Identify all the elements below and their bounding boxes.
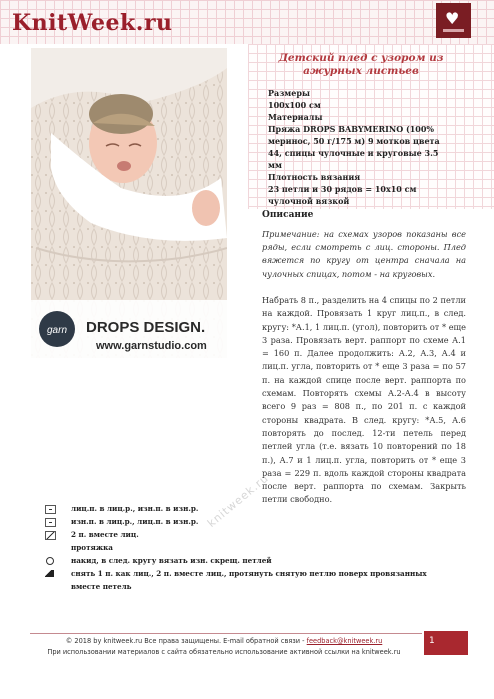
- knit-symbol-icon: [45, 505, 56, 514]
- spec-line: Материалы: [268, 112, 323, 122]
- legend-item: [45, 528, 445, 541]
- garnstudio-url: www.garnstudio.com: [96, 340, 207, 352]
- copyright-text: © 2018 by knitweek.ru Все права защищены. E-mail обратной связи -: [65, 637, 307, 645]
- legend-item: [45, 515, 445, 528]
- legend-text: изн.п. в лиц.р., лиц.п. в изн.р.: [71, 517, 199, 526]
- page-number: 1: [429, 636, 435, 646]
- sk2p-symbol-icon: [45, 570, 54, 577]
- chart-legend: [45, 502, 445, 593]
- legend-text: 2 п. вместе лиц.: [71, 530, 139, 539]
- specs-block: [268, 87, 454, 207]
- spec-line: Плотность вязания: [268, 172, 361, 182]
- article-title: Детский плед с узором из ажурных листьев: [278, 52, 444, 77]
- feedback-email-link[interactable]: feedback@knitweek.ru: [306, 637, 383, 645]
- bar-symbol-icon: [45, 544, 54, 551]
- legend-item: [45, 502, 445, 515]
- spec-line: Пряжа DROPS BABYMERINO (100% меринос, 50 г/175 м) 9 мотков цвета 44, спицы чулочные и круговые 3.5 мм: [268, 124, 443, 170]
- yarn-over-symbol-icon: [45, 557, 54, 564]
- site-logo[interactable]: KnitWeek.ru: [12, 10, 173, 36]
- pattern-instructions: Набрать 8 п., разделить на 4 спицы по 2 петли на каждой. Провязать 1 круг лиц.п., в след. кругу: *А.1, 1 лиц.п. (угол), повторить от * еще 3 раза. Провязать верт. раппорт по схеме А.1 = 160 п. Далее продолжить: А.2, А.3, А.4 и лиц.п. угла, повторить от * еще 3 раза = по 57 п. на каждой спице после верт. раппорта по схемам. Повторять схемы А.2-А.4 в высоту всего 9 раз = 808 п., по 201 п. с каждой стороны квадрата. В след. кругу: *А.5, А.6 повторять до послед. 12-ти петель перед петлей угла (т.е. вязать 10 повторений по 18 п.), А.7 и 1 лиц.п. угла, повторить от * еще 3 раза = 229 п. вдоль каждой стороны квадрата после верт. раппорта по схемам. Закрыть петли свободно.: [262, 295, 466, 505]
- drops-design-brand: DROPS DESIGN.: [86, 319, 206, 336]
- legend-item: [45, 541, 445, 554]
- legend-text: лиц.п. в лиц.р., изн.п. в изн.р.: [71, 504, 199, 513]
- purl-symbol-icon: [45, 518, 56, 527]
- footer: [24, 636, 424, 658]
- legend-item: [45, 567, 445, 593]
- spec-line: 100x100 см: [268, 100, 321, 110]
- garn-badge: garn: [46, 325, 68, 336]
- pattern-note: Примечание: на схемах узоров показаны все ряды, если смотреть с лиц. стороны. Плед вяжется по кругу от центра сначала на чулочных спицах, потом - на круговых.: [262, 229, 466, 279]
- page-number-badge: [424, 631, 468, 655]
- usage-notice: При использовании материалов с сайта обязательно использование активной ссылки на knitweek.ru: [47, 648, 401, 656]
- legend-item: [45, 554, 445, 567]
- spec-line: Размеры: [268, 88, 310, 98]
- baby-blanket-photo: [31, 48, 227, 358]
- footer-divider: [30, 633, 422, 634]
- legend-text: протяжка: [71, 543, 113, 552]
- spec-line: 23 петли и 30 рядов = 10х10 см чулочной вязкой: [268, 184, 420, 206]
- k2tog-symbol-icon: [45, 531, 56, 540]
- legend-text: накид, в след. кругу вязать изн. скрещ. петлей: [71, 556, 272, 565]
- description-heading: Описание: [262, 210, 314, 220]
- watermark: knitweek.ru: [205, 471, 272, 530]
- heart-logo-icon: ♥: [436, 3, 471, 38]
- legend-text: снять 1 п. как лиц., 2 п. вместе лиц., протянуть снятую петлю поверх провязанных вместе петель: [71, 569, 427, 591]
